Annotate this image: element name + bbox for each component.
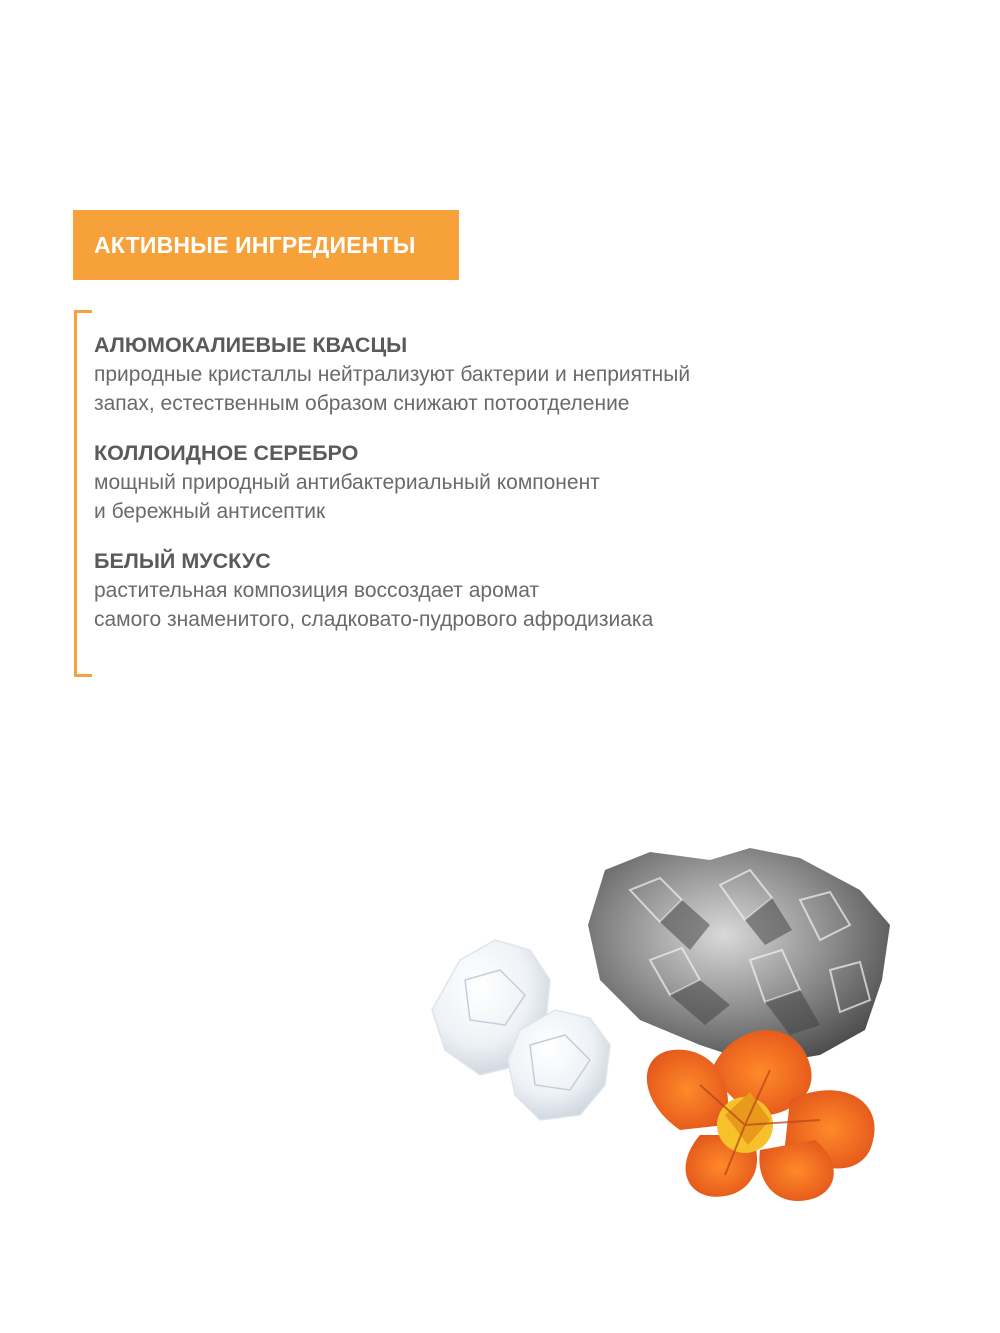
ingredient-title: АЛЮМОКАЛИЕВЫЕ КВАСЦЫ [94, 333, 408, 357]
alum-crystal-icon [432, 940, 610, 1120]
ingredient-alum [94, 330, 974, 418]
section-banner [73, 210, 459, 280]
ingredient-description: природные кристаллы нейтрализуют бактерии и неприятный запах, естественным образом снижают потоотделение [94, 363, 691, 415]
ingredient-title: БЕЛЫЙ МУСКУС [94, 549, 271, 573]
ingredient-list [94, 330, 974, 654]
silver-mineral-icon [588, 848, 890, 1065]
ingredient-silver [94, 438, 974, 526]
section-title: АКТИВНЫЕ ИНГРЕДИЕНТЫ [94, 231, 416, 258]
ingredient-musk [94, 546, 974, 634]
ingredient-description: растительная композиция воссоздает аромат самого знаменитого, сладковато-пудрового афродизиака [94, 579, 654, 631]
ingredient-title: КОЛЛОИДНОЕ СЕРЕБРО [94, 441, 359, 465]
ingredients-illustration [420, 830, 900, 1210]
bracket-decoration [73, 310, 93, 677]
nasturtium-flower-icon [647, 1030, 875, 1201]
ingredient-description: мощный природный антибактериальный компонент и бережный антисептик [94, 471, 600, 523]
